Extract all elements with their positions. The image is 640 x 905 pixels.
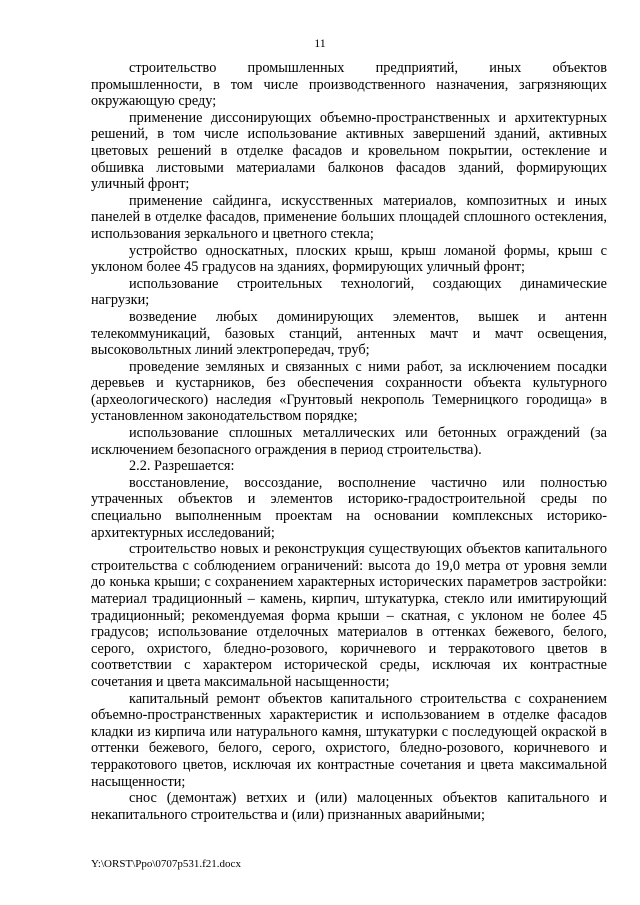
footer-file-path: Y:\ORST\Ppo\0707p531.f21.docx — [91, 858, 241, 870]
paragraph: использование сплошных металлических или бетонных ограждений (за исключением безопасного ограждения в период строительства). — [91, 425, 607, 458]
paragraph: капитальный ремонт объектов капитального строительства с сохранением объемно-пространственных характеристик и использованием в отделке фасадов кладки из кирпича или натурального камня, штукатурки с последующей окраской в оттенки бежевого, белого, серого, охристого, бледно-розового, коричневого и терракотового цветов, исключая их контрастные сочетания и цвета максимальной насыщенности; — [91, 690, 607, 790]
paragraph: восстановление, воссоздание, восполнение частично или полностью утраченных объектов и элементов историко-градостроительной среды по специально выполненным проектам на основании комплексных историко-архитектурных исследований; — [91, 474, 607, 541]
paragraph: устройство односкатных, плоских крыш, крыш ломаной формы, крыш с уклоном более 45 градусов на зданиях, формирующих уличный фронт; — [91, 242, 607, 276]
paragraph: использование строительных технологий, создающих динамические нагрузки; — [91, 275, 607, 309]
paragraph: возведение любых доминирующих элементов, вышек и антенн телекоммуникаций, базовых станций, антенных мачт и мачт освещения, высоковольтных линий электропередач, труб; — [91, 308, 607, 359]
paragraph: строительство промышленных предприятий, иных объектов промышленности, в том числе производственного назначения, загрязняющих окружающую среду; — [91, 60, 607, 110]
paragraph: применение диссонирующих объемно-пространственных и архитектурных решений, в том числе использование активных завершений зданий, активных цветовых решений в отделке фасадов и кровельном покрытии, остекление и обшивка листовыми материалами балконов фасадов зданий, формирующих уличный фронт; — [91, 109, 607, 193]
paragraph: строительство новых и реконструкция существующих объектов капитального строительства с соблюдением ограничений: высота до 19,0 метра от уровня земли до конька крыши; с сохранением характерных исторических параметров застройки: материал традиционный – камень, кирпич, штукатурка, стекло или имитирующий традиционный; рекомендуемая форма крыши – скатная, с уклоном не более 45 градусов; использование отделочных материалов в оттенках бежевого, белого, серого, охристого, бледно-розового, коричневого и терракотового цветов в соответствии с характером исторической среды, исключая их контрастные сочетания и цвета максимальной насыщенности; — [91, 541, 607, 690]
paragraph: проведение земляных и связанных с ними работ, за исключением посадки деревьев и кустарников, без обеспечения сохранности объекта культурного (археологического) наследия «Грунтовый некрополь Темерницкого городища» в установленном законодательством порядке; — [91, 358, 607, 425]
page-number: 11 — [314, 36, 326, 50]
document-body — [91, 60, 607, 823]
section-heading: 2.2. Разрешается: — [129, 458, 235, 475]
paragraph: снос (демонтаж) ветхих и (или) малоценных объектов капитального и некапитального строительства и (или) признанных аварийными; — [91, 790, 607, 823]
paragraph: применение сайдинга, искусственных материалов, композитных и иных панелей в отделке фасадов, применение больших площадей сплошного остекления, использования зеркального и цветного стекла; — [91, 192, 607, 242]
